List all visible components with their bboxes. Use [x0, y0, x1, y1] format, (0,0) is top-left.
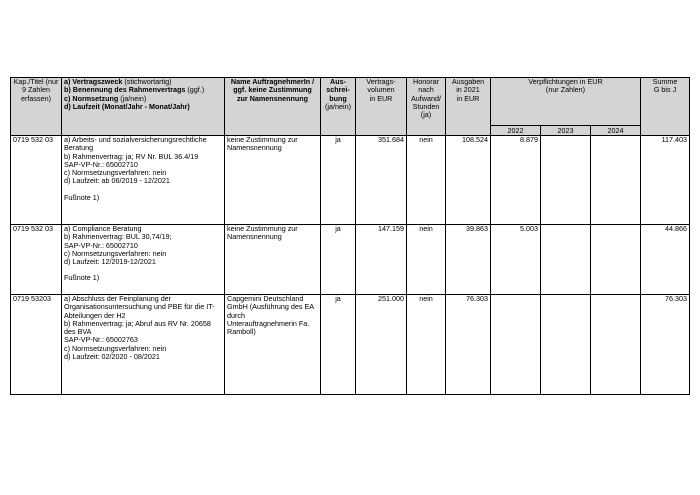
cell-honorar: nein — [407, 225, 446, 295]
zweck-line: b) Rahmenvertrag: ja; Abruf aus RV Nr. 20658 — [64, 318, 211, 328]
header-ausgaben-l2: in 2021 — [456, 85, 480, 95]
cell-vertragszweck — [62, 136, 225, 225]
header-honorar — [407, 78, 446, 136]
zweck-line: SAP-VP-Nr.: 65002710 — [64, 240, 138, 250]
zweck-line: c) Normsetzungsverfahren: nein — [64, 343, 167, 353]
header-summe-l2: G bis J — [653, 85, 677, 95]
table-row — [11, 225, 690, 295]
zweck-line: a) Arbeits- und sozialversicherungsrechtliche — [64, 135, 207, 144]
auftragnehmer-line: keine Zustimmung zur — [227, 135, 298, 144]
header-volumen — [356, 78, 407, 136]
zweck-line: SAP-VP-Nr.: 65002710 — [64, 159, 138, 169]
footnote: Fußnote 1) — [64, 192, 100, 202]
cell-ausgaben: 76.303 — [446, 295, 491, 395]
zweck-line: b) Rahmenvertrag: BUL 30,74/19; — [64, 232, 172, 242]
cell-kap: 0719 532 03 — [11, 225, 62, 295]
header-vertragszweck — [62, 78, 225, 136]
header-auftragnehmer: Name AuftragnehmerIn / ggf. keine Zustimmung zur Namensnennung — [225, 78, 321, 136]
zweck-line: des BVA — [64, 327, 92, 337]
zweck-line: SAP-VP-Nr.: 65002763 — [64, 335, 138, 345]
zweck-line: a) Abschluss der Feinplanung der — [64, 294, 172, 303]
auftragnehmer-line: Ramboll) — [227, 327, 256, 337]
cell-2023 — [541, 295, 591, 395]
header-zweck-c-note: (ja/nein) — [118, 93, 147, 103]
zweck-line: a) Compliance Beratung — [64, 224, 142, 233]
header-honorar-l3: Aufwand/ — [411, 93, 441, 103]
footnote: Fußnote 1) — [64, 273, 100, 283]
header-ausgaben — [446, 78, 491, 136]
zweck-line: Beratung — [64, 143, 94, 153]
auftragnehmer-line: Namensnennung — [227, 143, 282, 153]
zweck-line: c) Normsetzungsverfahren: nein — [64, 168, 167, 178]
table-row — [11, 136, 690, 225]
header-ausschreibung-l2: schrei- — [326, 85, 350, 95]
cell-honorar: nein — [407, 295, 446, 395]
header-zweck-a-note: (stichwortartig) — [122, 77, 172, 86]
header-ausgaben-l3: in EUR — [456, 93, 480, 103]
header-year-2022: 2022 — [491, 126, 541, 136]
cell-2023 — [541, 225, 591, 295]
header-zweck-a: a) Vertragszweck — [64, 77, 123, 86]
zweck-line: d) Laufzeit: 12/2019-12/2021 — [64, 257, 156, 267]
header-ausschreibung-sub: (ja/nein) — [325, 101, 351, 111]
cell-2022: 8.879 — [491, 136, 541, 225]
cell-ausschreibung: ja — [321, 225, 356, 295]
cell-ausschreibung: ja — [321, 136, 356, 225]
contracts-table — [10, 77, 690, 395]
cell-honorar: nein — [407, 136, 446, 225]
header-verpflichtungen — [491, 78, 641, 126]
header-summe — [641, 78, 690, 136]
cell-vertragszweck — [62, 295, 225, 395]
auftragnehmer-line: durch — [227, 310, 245, 320]
cell-vertragszweck — [62, 225, 225, 295]
cell-auftragnehmer — [225, 295, 321, 395]
cell-summe: 117.403 — [641, 136, 690, 225]
zweck-line: d) Laufzeit: 02/2020 - 08/2021 — [64, 352, 160, 362]
header-volumen-l1: Vertrags- — [366, 77, 396, 86]
cell-kap: 0719 53203 — [11, 295, 62, 395]
auftragnehmer-line: Namensnennung — [227, 232, 282, 242]
cell-2024 — [591, 225, 641, 295]
cell-auftragnehmer — [225, 225, 321, 295]
header-ausschreibung-l1: Aus- — [330, 77, 346, 86]
cell-2022: 5.003 — [491, 225, 541, 295]
cell-auftragnehmer — [225, 136, 321, 225]
zweck-line: d) Laufzeit: ab 06/2019 - 12/2021 — [64, 176, 170, 186]
header-volumen-l3: in EUR — [369, 93, 393, 103]
header-ausschreibung-l3: bung — [329, 93, 347, 103]
cell-kap: 0719 532 03 — [11, 136, 62, 225]
cell-summe: 44.866 — [641, 225, 690, 295]
cell-ausgaben: 108.524 — [446, 136, 491, 225]
zweck-line: Organisationsuntersuchung und PBE für die IT- — [64, 302, 215, 312]
header-honorar-l4: Stunden — [412, 101, 440, 111]
header-zweck-d: d) Laufzeit (Monat/Jahr - Monat/Jahr) — [64, 101, 190, 111]
cell-2023 — [541, 136, 591, 225]
table-header — [11, 78, 690, 136]
auftragnehmer-line: GmbH (Ausführung des EA — [227, 302, 315, 312]
header-summe-l1: Summe — [652, 77, 678, 86]
cell-2024 — [591, 136, 641, 225]
auftragnehmer-line: Capgemini Deutschland — [227, 294, 304, 303]
cell-volumen: 351.684 — [356, 136, 407, 225]
table-row — [11, 295, 690, 395]
cell-volumen: 251.000 — [356, 295, 407, 395]
auftragnehmer-line: Unterauftragnehmerin Fa. — [227, 318, 310, 328]
header-ausschreibung — [321, 78, 356, 136]
header-verpfl-l1: Verpflichtungen in EUR — [528, 77, 603, 86]
auftragnehmer-line: keine Zustimmung zur — [227, 224, 298, 233]
header-zweck-b: b) Benennung des Rahmenvertrags — [64, 85, 186, 95]
cell-ausschreibung: ja — [321, 295, 356, 395]
zweck-line: c) Normsetzungsverfahren: nein — [64, 248, 167, 258]
header-year-2023: 2023 — [541, 126, 591, 136]
cell-2022 — [491, 295, 541, 395]
header-zweck-c: c) Normsetzung — [64, 93, 119, 103]
header-ausgaben-l1: Ausgaben — [451, 77, 485, 86]
cell-ausgaben: 39.863 — [446, 225, 491, 295]
cell-volumen: 147.159 — [356, 225, 407, 295]
header-honorar-l2: nach — [418, 85, 434, 95]
zweck-line: b) Rahmenvertrag: ja; RV Nr. BUL 36.4/19 — [64, 151, 199, 161]
header-zweck-b-note: (ggf.) — [185, 85, 205, 95]
header-honorar-l5: (ja) — [420, 110, 432, 120]
header-volumen-l2: volumen — [367, 85, 395, 95]
zweck-line: Abteilungen der H2 — [64, 310, 126, 320]
header-verpfl-l2: (nur Zahlen) — [545, 85, 586, 95]
cell-2024 — [591, 295, 641, 395]
header-honorar-l1: Honorar — [413, 77, 439, 86]
header-kap: Kap./Titel (nur 9 Zahlen erfassen) — [11, 78, 62, 136]
cell-summe: 76.303 — [641, 295, 690, 395]
header-year-2024: 2024 — [591, 126, 641, 136]
